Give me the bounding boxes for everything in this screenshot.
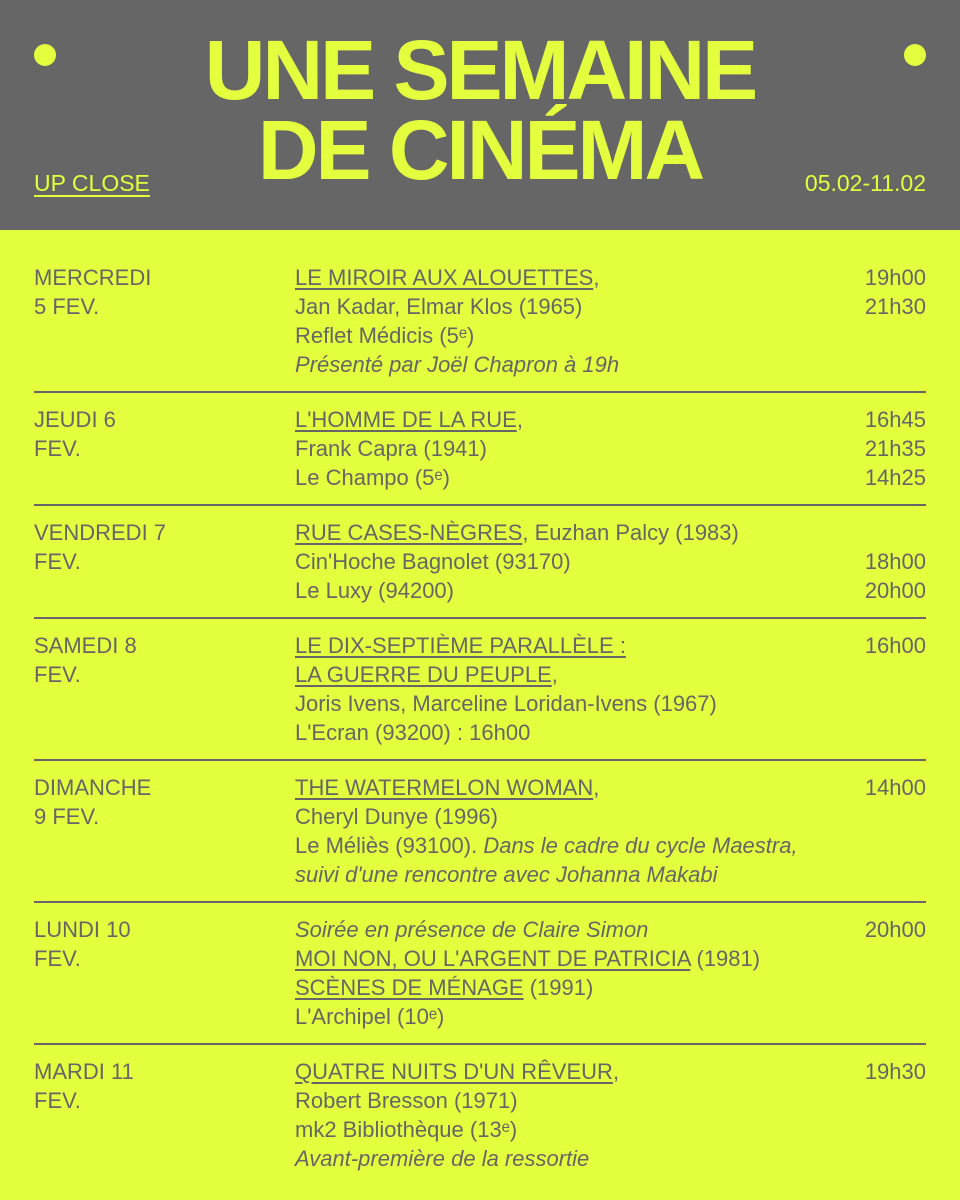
film-title-link[interactable]: MOI NON, OU L'ARGENT DE PATRICIA xyxy=(295,946,691,971)
showtime: 19h30 xyxy=(864,1059,926,1084)
date-range: 05.02-11.02 xyxy=(804,170,926,196)
detail-line xyxy=(295,547,816,576)
day-label xyxy=(34,631,234,689)
screening-details xyxy=(295,631,816,747)
showtime: 16h00 xyxy=(864,633,926,658)
detail-text: , xyxy=(593,775,600,800)
detail-text: Le Champo (5ᵉ) xyxy=(295,465,450,490)
detail-line xyxy=(295,1144,816,1173)
film-title-link[interactable]: LE DIX-SEPTIÈME PARALLÈLE : xyxy=(295,633,626,658)
day-label xyxy=(34,405,234,463)
detail-line xyxy=(295,773,816,802)
day-label xyxy=(34,1057,234,1115)
schedule-row xyxy=(34,263,926,393)
day-label-line: FEV. xyxy=(34,436,81,461)
day-label-line: 9 FEV. xyxy=(34,804,100,829)
showtime xyxy=(865,518,926,547)
detail-line xyxy=(295,802,816,831)
detail-text: Frank Capra (1941) xyxy=(295,436,487,461)
showtimes xyxy=(865,518,926,605)
detail-text: suivi d'une rencontre avec Johanna Makabi xyxy=(295,862,718,887)
detail-text: Avant-première de la ressortie xyxy=(295,1146,590,1171)
film-title-link[interactable]: LE MIROIR AUX ALOUETTES xyxy=(295,265,594,290)
detail-text: L'Archipel (10ᵉ) xyxy=(295,1004,445,1029)
day-label-line: DIMANCHE xyxy=(34,775,152,800)
showtimes xyxy=(865,915,926,944)
screening-details xyxy=(295,518,816,605)
day-label-line: FEV. xyxy=(34,1088,81,1113)
schedule-row xyxy=(34,393,926,506)
detail-line xyxy=(295,350,816,379)
detail-text: (1991) xyxy=(523,975,594,1000)
day-label xyxy=(34,518,234,576)
schedule-row xyxy=(34,761,926,903)
detail-line xyxy=(295,518,816,547)
screening-details xyxy=(295,405,816,492)
screening-details xyxy=(295,915,816,1031)
detail-line xyxy=(295,631,816,660)
detail-text: Le Méliès (93100). xyxy=(295,833,484,858)
schedule-row xyxy=(34,903,926,1045)
detail-line xyxy=(295,944,816,973)
day-label xyxy=(34,773,234,831)
film-title-link[interactable]: RUE CASES-NÈGRES xyxy=(295,520,523,545)
film-title-link[interactable]: QUATRE NUITS D'UN RÊVEUR xyxy=(295,1059,613,1084)
detail-line xyxy=(295,463,816,492)
detail-text: Le Luxy (94200) xyxy=(295,578,454,603)
day-label-line: MARDI 11 xyxy=(34,1059,134,1084)
film-title-link[interactable]: LA GUERRE DU PEUPLE xyxy=(295,662,552,687)
showtime: 14h00 xyxy=(864,775,926,800)
day-label xyxy=(34,263,234,321)
page-title xyxy=(0,23,960,197)
showtimes xyxy=(865,773,926,802)
showtimes xyxy=(865,1057,926,1086)
day-label-line: SAMEDI 8 xyxy=(34,633,137,658)
detail-text: Cheryl Dunye (1996) xyxy=(295,804,498,829)
showtimes xyxy=(865,631,926,660)
showtime: 16h45 xyxy=(864,407,926,432)
detail-line xyxy=(295,718,816,747)
detail-line xyxy=(295,660,816,689)
showtime: 19h00 xyxy=(864,265,926,290)
detail-text: , Euzhan Palcy (1983) xyxy=(522,520,739,545)
detail-text: Reflet Médicis (5ᵉ) xyxy=(295,323,475,348)
detail-text: , xyxy=(516,407,523,432)
detail-line xyxy=(295,292,816,321)
up-close-link[interactable]: UP CLOSE xyxy=(34,170,150,196)
detail-text: Joris Ivens, Marceline Loridan-Ivens (1967) xyxy=(295,691,717,716)
detail-line xyxy=(295,1086,816,1115)
showtime: 20h00 xyxy=(864,917,926,942)
title-line-1: UNE SEMAINE xyxy=(204,23,756,117)
detail-text: Dans le cadre du cycle Maestra, xyxy=(483,833,798,858)
detail-line xyxy=(295,1057,816,1086)
detail-line xyxy=(295,576,816,605)
day-label-line: FEV. xyxy=(34,946,81,971)
detail-line xyxy=(295,915,816,944)
day-label-line: MERCREDI xyxy=(34,265,152,290)
schedule-list xyxy=(0,230,960,1173)
showtimes xyxy=(865,405,926,492)
day-label-line: VENDREDI 7 xyxy=(34,520,167,545)
detail-text: mk2 Bibliothèque (13ᵉ) xyxy=(295,1117,518,1142)
header-banner xyxy=(0,0,960,230)
detail-line xyxy=(295,831,816,860)
showtime: 14h25 xyxy=(864,465,926,490)
day-label-line: FEV. xyxy=(34,549,81,574)
detail-text: L'Ecran (93200) : 16h00 xyxy=(295,720,531,745)
detail-text: Présenté par Joël Chapron à 19h xyxy=(295,352,620,377)
day-label-line: LUNDI 10 xyxy=(34,917,131,942)
detail-text: , xyxy=(593,265,600,290)
detail-line xyxy=(295,973,816,1002)
detail-line xyxy=(295,434,816,463)
detail-line xyxy=(295,263,816,292)
film-title-link[interactable]: THE WATERMELON WOMAN xyxy=(295,775,594,800)
detail-line xyxy=(295,689,816,718)
schedule-row xyxy=(34,506,926,619)
screening-details xyxy=(295,773,816,889)
screening-details xyxy=(295,263,816,379)
detail-text: Robert Bresson (1971) xyxy=(295,1088,518,1113)
schedule-row xyxy=(34,619,926,761)
detail-text: (1981) xyxy=(690,946,761,971)
day-label-line: JEUDI 6 xyxy=(34,407,116,432)
detail-line xyxy=(295,405,816,434)
detail-line xyxy=(295,1115,816,1144)
detail-text: Cin'Hoche Bagnolet (93170) xyxy=(295,549,571,574)
film-title-link[interactable]: SCÈNES DE MÉNAGE xyxy=(295,975,524,1000)
showtime: 20h00 xyxy=(864,578,926,603)
day-label xyxy=(34,915,234,973)
showtime: 21h35 xyxy=(864,436,926,461)
detail-text: Jan Kadar, Elmar Klos (1965) xyxy=(295,294,583,319)
schedule-row xyxy=(34,1045,926,1173)
detail-text: Soirée en présence de Claire Simon xyxy=(295,917,649,942)
showtime: 21h30 xyxy=(864,294,926,319)
day-label-line: 5 FEV. xyxy=(34,294,100,319)
detail-line xyxy=(295,860,816,889)
showtimes xyxy=(865,263,926,321)
detail-line xyxy=(295,1002,816,1031)
detail-line xyxy=(295,321,816,350)
showtime: 18h00 xyxy=(864,549,926,574)
title-line-2: DE CINÉMA xyxy=(257,103,703,197)
film-title-link[interactable]: L'HOMME DE LA RUE xyxy=(295,407,517,432)
day-label-line: FEV. xyxy=(34,662,81,687)
detail-text: , xyxy=(612,1059,620,1084)
detail-text: , xyxy=(551,662,558,687)
screening-details xyxy=(295,1057,816,1173)
